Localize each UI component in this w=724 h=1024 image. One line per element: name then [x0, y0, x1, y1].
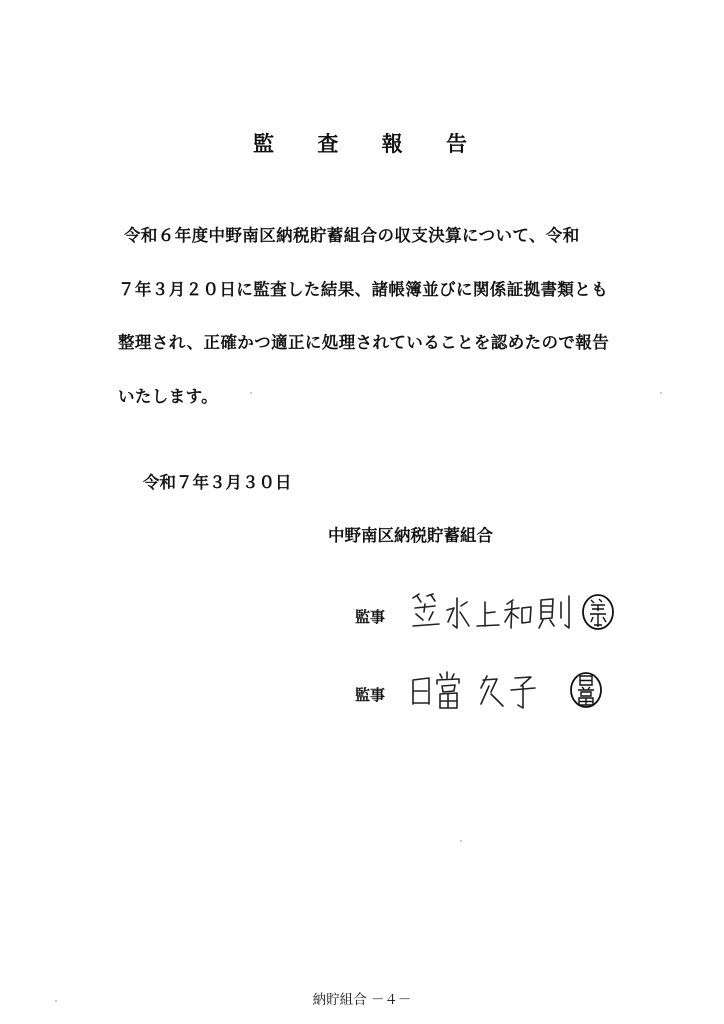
document-title: 監 査 報 告 [253, 132, 485, 156]
scan-speck [460, 840, 462, 842]
auditor-role-label: 監事 [355, 686, 386, 704]
scan-speck [250, 392, 252, 394]
body-text-line-4: いたします。 [118, 387, 219, 406]
seal-stamp-1 [580, 592, 616, 632]
auditor-role-label: 監事 [355, 608, 386, 626]
handwritten-signature-1 [407, 588, 587, 638]
scan-speck [55, 1000, 57, 1002]
seal-stamp-2 [568, 670, 604, 710]
report-date: 令和７年３月３０日 [143, 473, 292, 492]
body-text-line-2: ７年３月２０日に監査した結果、諸帳簿並びに関係証拠書類とも [118, 280, 609, 299]
scan-speck [660, 392, 662, 394]
organization-name: 中野南区納税貯蓄組合 [328, 526, 493, 545]
body-text-line-1: 令和６年度中野南区納税貯蓄組合の収支決算について、令和 [124, 226, 580, 245]
auditor-row-1 [355, 588, 615, 638]
handwritten-signature-2 [407, 666, 587, 716]
body-text-line-3: 整理され、正確かつ適正に処理されていることを認めたので報告 [118, 333, 610, 352]
page-footer: 納貯組合 －４－ [312, 992, 412, 1008]
auditor-row-2 [355, 666, 615, 716]
